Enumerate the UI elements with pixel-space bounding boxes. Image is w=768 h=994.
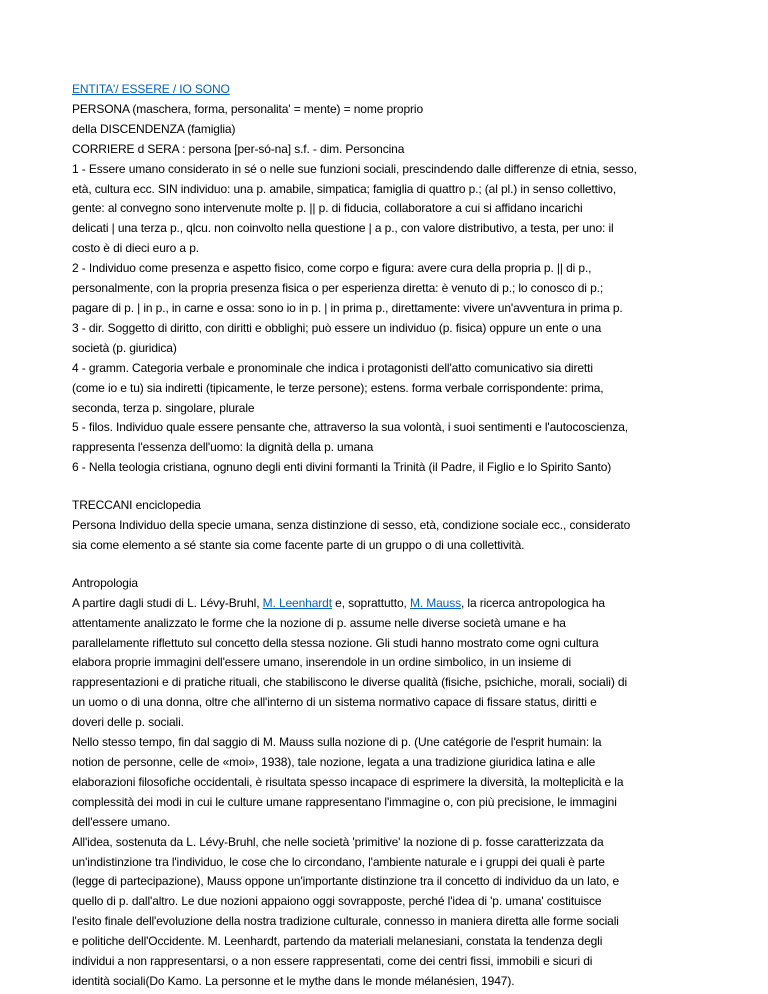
- text-line: Nello stesso tempo, fin dal saggio di M. Mauss sulla nozione di p. (Une catégorie de l'esprit humain: la: [72, 735, 602, 750]
- text-line: CORRIERE d SERA : persona [per-só-na] s.f. - dim. Personcina: [72, 141, 405, 156]
- definitions-block: [72, 160, 702, 479]
- text-line: seconda, terza p. singolare, plurale: [72, 400, 255, 415]
- text-line: un'indistinzione tra l'individuo, le cose che lo circondano, l'ambiente naturale e i gruppi dei quali è parte: [72, 854, 605, 869]
- text-line: società (p. giuridica): [72, 340, 177, 355]
- text-line: TRECCANI enciclopedia: [72, 498, 201, 513]
- text-line: PERSONA (maschera, forma, personalita' = mente) = nome proprio: [72, 101, 424, 116]
- document-page: [72, 80, 702, 992]
- text-line: attentamente analizzato le forme che la nozione di p. assume nelle diverse società umane e ha: [72, 615, 566, 630]
- text-line: 5 - filos. Individuo quale essere pensante che, attraverso la sua volontà, i suoi sentimenti e l'autocoscienza,: [72, 420, 628, 435]
- text-line: identità sociali(Do Kamo. La personne et le mythe dans le monde mélanésien, 1947).: [72, 973, 515, 988]
- text-line: individui a non rappresentarsi, o a non essere rappresentati, come dei centri fissi, immobili e sicuri di: [72, 954, 593, 969]
- antropologia-block: [72, 614, 702, 992]
- text-line: l'esito finale dell'evoluzione della nostra tradizione culturale, connesso in maniera diretta alle forme sociali: [72, 914, 619, 929]
- text-line: All'idea, sostenuta da L. Lévy-Bruhl, che nelle società 'primitive' la nozione di p. fosse caratterizzata da: [72, 834, 604, 849]
- leenhardt-link[interactable]: M. Leenhardt: [262, 595, 332, 610]
- text-line: 2 - Individuo come presenza e aspetto fisico, come corpo e figura: avere cura della propria p. || di p.,: [72, 261, 592, 276]
- text-line: elabora proprie immagini dell'essere umano, inserendole in un ordine simbolico, in un insieme di: [72, 655, 572, 670]
- entita-link[interactable]: ENTITA'/ ESSERE / IO SONO: [72, 82, 230, 96]
- text-line: gente: al convegno sono intervenute molte p. || p. di fiducia, collaboratore a cui si affidano incarichi: [72, 201, 583, 216]
- text-line: rappresentazioni e di pratiche rituali, che stabiliscono le diverse qualità (fisiche, psichiche, morali, sociali) di: [72, 675, 628, 690]
- text-line: 4 - gramm. Categoria verbale e pronominale che indica i protagonisti dell'atto comunicativo sia diretti: [72, 360, 593, 375]
- header-link[interactable]: [72, 80, 702, 100]
- text-fragment: , la ricerca antropologica ha: [461, 595, 605, 610]
- text-line: doveri delle p. sociali.: [72, 715, 184, 730]
- text-line: notion de personne, celle de «moi», 1938), tale nozione, legata a una tradizione giuridica latina e alle: [72, 755, 596, 769]
- text-fragment: e, soprattutto,: [331, 595, 410, 610]
- treccani-block: [72, 496, 702, 556]
- text-line: dell'essere umano.: [72, 814, 171, 829]
- text-line: sia come elemento a sé stante sia come facente parte di un gruppo o di una collettività.: [72, 537, 525, 552]
- text-line: Persona Individuo della specie umana, senza distinzione di sesso, età, condizione sociale ecc., considerato: [72, 518, 631, 533]
- mauss-link[interactable]: M. Mauss: [409, 595, 461, 610]
- antropologia-first-line: [72, 594, 702, 614]
- text-fragment: A partire dagli studi di L. Lévy-Bruhl,: [72, 595, 263, 610]
- text-line: 6 - Nella teologia cristiana, ognuno degli enti divini formanti la Trinità (il Padre, il Figlio e lo Spirito Santo): [72, 460, 612, 475]
- text-line: pagare di p. | in p., in carne e ossa: sono io in p. | in prima p., direttamente: vivere un'avventura in prima p.: [72, 300, 623, 315]
- text-line: 3 - dir. Soggetto di diritto, con diritti e obblighi; può essere un individuo (p. fisica) oppure un ente o una: [72, 320, 602, 335]
- text-line: quello di p. dall'altro. Le due nozioni appaiono oggi sovrapposte, perché l'idea di 'p. umana' costituisce: [72, 894, 602, 909]
- spacer: [72, 556, 702, 574]
- text-line: 1 - Essere umano considerato in sé o nelle sue funzioni sociali, prescindendo dalle differenze di etnia, sesso,: [72, 161, 637, 176]
- text-line: rappresenta l'essenza dell'uomo: la dignità della p. umana: [72, 440, 374, 455]
- text-line: personalmente, con la propria presenza fisica o per esperienza diretta: è venuto di p.; lo conosco di p.;: [72, 281, 604, 296]
- text-line: (legge di partecipazione), Mauss oppone un'importante distinzione tra il concetto di individuo da un lato, e: [72, 874, 620, 889]
- text-line: un uomo o di una donna, oltre che all'interno di un sistema normativo capace di fissare status, diritti e: [72, 695, 597, 710]
- text-line: parallelamente riflettuto sul concetto della stessa nozione. Gli studi hanno mostrato come ogni cultura: [72, 635, 599, 650]
- text-line: e politiche dell'Occidente. M. Leenhardt, partendo da materiali melanesiani, constata la tendenza degli: [72, 934, 603, 949]
- text-line: elaborazioni filosofiche occidentali, è risultata spesso incapace di esprimere la diversità, la molteplicità e la: [72, 774, 624, 789]
- section-heading-antropologia: Antropologia: [72, 575, 138, 590]
- text-line: costo è di dieci euro a p.: [72, 241, 199, 256]
- spacer: [72, 478, 702, 496]
- text-line: età, cultura ecc. SIN individuo: una p. amabile, simpatica; famiglia di quattro p.; (al pl.) in senso collettivo,: [72, 181, 617, 196]
- text-line: della DISCENDENZA (famiglia): [72, 121, 236, 136]
- text-line: delicati | una terza p., qlcu. non coinvolto nella questione | a p., con valore distributivo, a testa, per uno: il: [72, 221, 614, 236]
- intro-block: [72, 100, 702, 160]
- text-line: complessità dei modi in cui le culture umane rappresentano l'immagine o, con più precisione, le immagini: [72, 794, 617, 809]
- text-line: (come io e tu) sia indiretti (tipicamente, le terze persone); estens. forma verbale corrispondente: prima,: [72, 380, 604, 395]
